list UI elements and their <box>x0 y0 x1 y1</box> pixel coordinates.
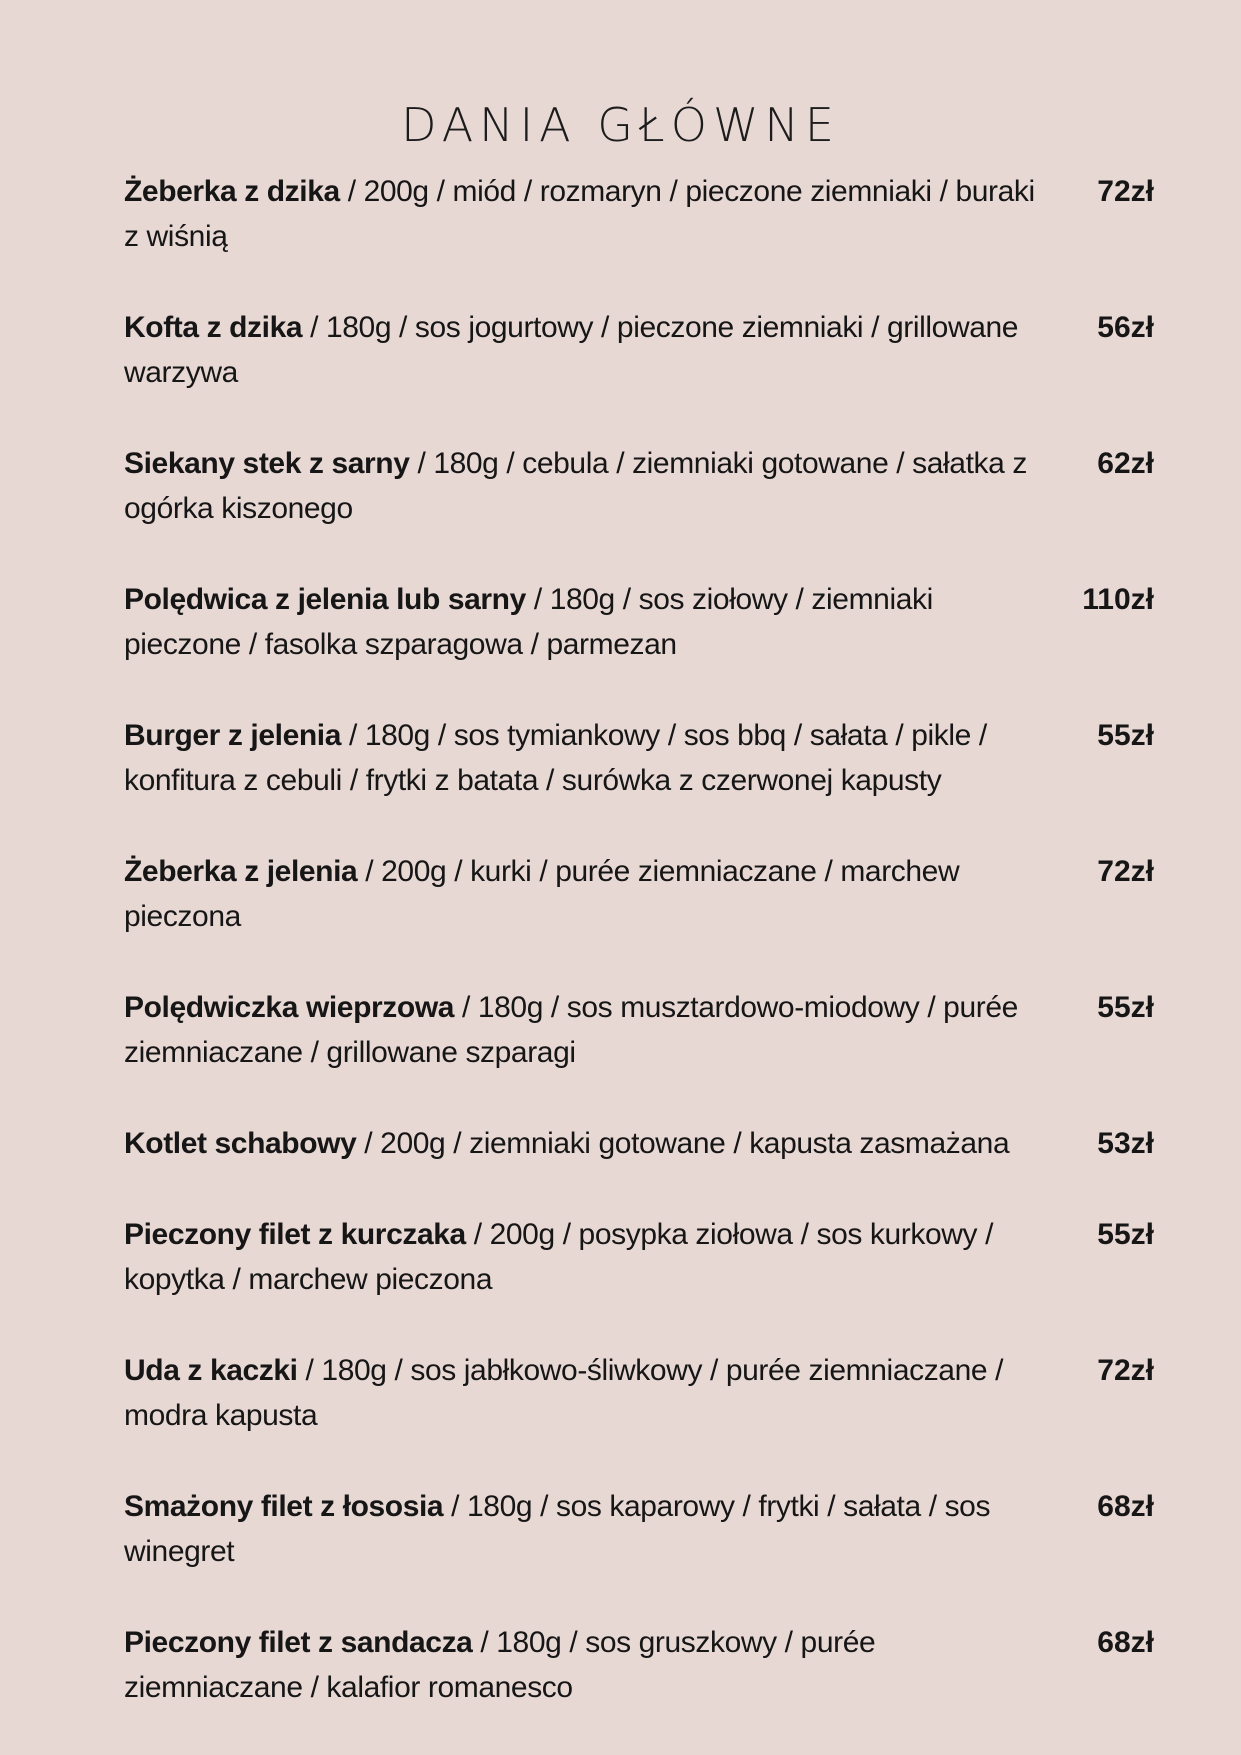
dish-details: / 200g / ziemniaki gotowane / kapusta zasmażana <box>356 1127 1010 1160</box>
menu-item-description <box>124 985 1044 1075</box>
dish-price: 110zł <box>1082 583 1154 616</box>
dish-name: Burger z jelenia <box>124 719 342 752</box>
menu-item-description <box>124 305 1044 395</box>
dish-name: Siekany stek z sarny <box>124 447 410 480</box>
dish-price: 72zł <box>1097 855 1154 888</box>
menu-item-description <box>124 577 1044 667</box>
dish-price: 68zł <box>1097 1490 1154 1523</box>
menu-item-kotlet-schabowy <box>124 1121 1154 1166</box>
dish-name: Polędwiczka wieprzowa <box>124 991 455 1024</box>
dish-name: Uda z kaczki <box>124 1354 298 1387</box>
dish-details: / 200g / posypka ziołowa / sos kurkowy / kopytka / marchew pieczona <box>124 1218 994 1296</box>
dish-details: / 180g / sos tymiankowy / sos bbq / sałata / pikle / konfitura z cebuli / frytki z batata / surówka z czerwonej kapusty <box>124 719 987 797</box>
dish-name: Żeberka z jelenia <box>124 855 358 888</box>
dish-details: / 180g / sos jogurtowy / pieczone ziemniaki / grillowane warzywa <box>124 311 1019 389</box>
menu-item-description <box>124 1620 1044 1710</box>
dish-name: Polędwica z jelenia lub sarny <box>124 583 526 616</box>
menu-item-description <box>124 849 1044 939</box>
dish-name: Żeberka z dzika <box>124 175 340 208</box>
dish-price: 68zł <box>1097 1626 1154 1659</box>
dish-price: 53zł <box>1097 1127 1154 1160</box>
dish-name: Kofta z dzika <box>124 311 303 344</box>
dish-price: 56zł <box>1097 311 1154 344</box>
menu-item-description <box>124 1348 1044 1438</box>
menu-item-zeberka-z-jelenia <box>124 849 1154 939</box>
dish-details: / 200g / miód / rozmaryn / pieczone ziemniaki / buraki z wiśnią <box>124 175 1035 253</box>
menu-item-filet-z-lososia <box>124 1484 1154 1574</box>
dish-details: / 180g / sos jabłkowo-śliwkowy / purée ziemniaczane / modra kapusta <box>124 1354 1004 1432</box>
menu-item-description <box>124 169 1044 259</box>
dish-details: / 180g / sos gruszkowy / purée ziemniaczane / kalafior romanesco <box>124 1626 876 1704</box>
dish-details: / 180g / sos ziołowy / ziemniaki pieczone / fasolka szparagowa / parmezan <box>124 583 933 661</box>
dish-name: Pieczony filet z kurczaka <box>124 1218 466 1251</box>
dish-price: 55zł <box>1097 719 1154 752</box>
dish-price: 72zł <box>1097 175 1154 208</box>
dish-details: / 180g / cebula / ziemniaki gotowane / sałatka z ogórka kiszonego <box>124 447 1027 525</box>
menu-item-poledwica <box>124 577 1154 667</box>
menu-item-description <box>124 1121 1044 1166</box>
dish-price: 55zł <box>1097 1218 1154 1251</box>
dish-details: / 200g / kurki / purée ziemniaczane / marchew pieczona <box>124 855 960 933</box>
page-title: DANIA GŁÓWNE <box>401 97 840 152</box>
menu-item-filet-z-sandacza <box>124 1620 1154 1710</box>
menu-item-uda-z-kaczki <box>124 1348 1154 1438</box>
dish-name: Pieczony filet z sandacza <box>124 1626 473 1659</box>
menu-item-burger-z-jelenia <box>124 713 1154 803</box>
menu-item-description <box>124 1212 1044 1302</box>
menu-item-siekany-stek <box>124 441 1154 531</box>
dish-price: 55zł <box>1097 991 1154 1024</box>
menu-item-description <box>124 713 1044 803</box>
menu-item-description <box>124 1484 1044 1574</box>
dish-name: Smażony filet z łososia <box>124 1490 444 1523</box>
dish-details: / 180g / sos kaparowy / frytki / sałata / sos winegret <box>124 1490 991 1568</box>
dish-price: 72zł <box>1097 1354 1154 1387</box>
dish-price: 62zł <box>1097 447 1154 480</box>
dish-name: Kotlet schabowy <box>124 1127 357 1160</box>
menu-item-filet-z-kurczaka <box>124 1212 1154 1302</box>
menu-item-description <box>124 441 1044 531</box>
menu-item-poledwiczka-wieprzowa <box>124 985 1154 1075</box>
dish-details: / 180g / sos musztardowo-miodowy / purée ziemniaczane / grillowane szparagi <box>124 991 1018 1069</box>
menu-item-zeberka-z-dzika <box>124 169 1154 259</box>
menu-item-kofta-z-dzika <box>124 305 1154 395</box>
